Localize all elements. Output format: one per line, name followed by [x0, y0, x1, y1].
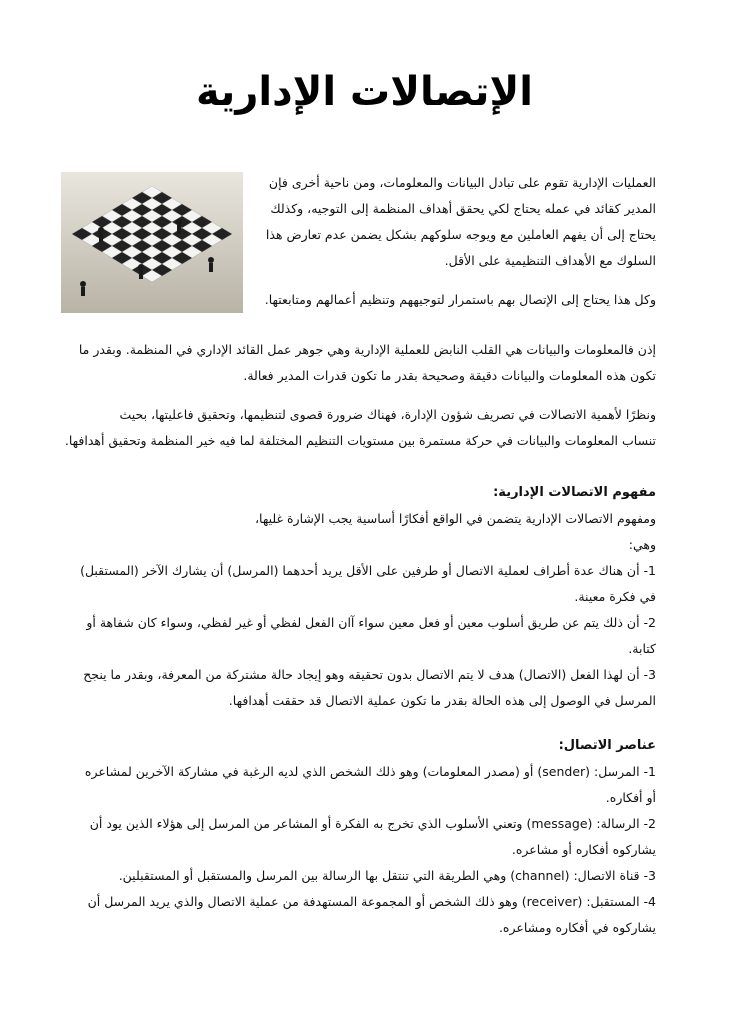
- page-title: الإتصالات الإدارية: [196, 69, 533, 115]
- text-line: يحتاج إلى أن يفهم العاملين مع ويوجه سلوكهم بشكل يضمن عدم تعارض هذا: [265, 227, 656, 242]
- intro-paragraph: [248, 170, 656, 274]
- list-item-continuation: أو أفكاره.: [605, 790, 656, 805]
- list-item-continuation: يشاركوه أفكاره أو مشاعره.: [511, 842, 656, 857]
- text-line: تكون هذه المعلومات والبيانات دقيقة وصحيحة بقدر ما تكون قدرات المدير فعالة.: [243, 368, 656, 383]
- section-heading: عناصر الاتصال:: [558, 738, 656, 753]
- list-item: 1- أن هناك عدة أطراف لعملية الاتصال أو طرفين على الأقل يريد أحدهما (المرسل) أن يشارك الآخر (المستقبل): [80, 563, 656, 578]
- concept-section: [60, 480, 656, 714]
- section-heading: مفهوم الاتصالات الإدارية:: [493, 485, 656, 500]
- list-item: 1- المرسل: (sender) أو (مصدر المعلومات) وهو ذلك الشخص الذي لديه الرغبة في مشاركة الآخرين لمشاعره: [84, 764, 656, 779]
- text-line: وهي:: [628, 537, 656, 552]
- chessboard-people-icon: [61, 172, 243, 313]
- text-line: ومفهوم الاتصالات الإدارية يتضمن في الواقع أفكارًا أساسية يجب الإشارة غليها،: [254, 511, 656, 526]
- list-item-continuation: يشاركوه في أفكاره ومشاعره.: [498, 920, 656, 935]
- text-line: المدير كقائد في عمله يحتاج لكي يحقق أهداف المنظمة إلى التوجيه، وكذلك: [270, 201, 656, 216]
- list-item-continuation: المرسل في الوصول إلى هذه الحالة بقدر ما تكون عملية الاتصال قد حققت أهدافها.: [228, 693, 656, 708]
- chessboard-illustration: [61, 172, 243, 313]
- list-item-continuation: في فكرة معينة.: [574, 589, 656, 604]
- text-line: وكل هذا يحتاج إلى الإتصال بهم باستمرار لتوجيههم وتنظيم أعمالهم ومتابعتها.: [264, 292, 656, 307]
- list-item: 2- الرسالة: (message) وتعني الأسلوب الذي تخرج به الفكرة أو المشاعر من المرسل إلى هؤلاء الذين يود أن: [89, 816, 656, 831]
- list-item: 3- قناة الاتصال: (channel) وهي الطريقة التي تنتقل بها الرسالة بين المرسل والمستقبل أو المستقبلين.: [118, 868, 656, 883]
- text-line: ونظرًا لأهمية الاتصالات في تصريف شؤون الإدارة، فهناك ضرورة قصوى لتنظيمها، وتحقيق فاعليتها، بحيث: [119, 407, 656, 422]
- elements-section: [60, 733, 656, 941]
- text-line: السلوك مع الأهداف التنظيمية على الأقل.: [444, 253, 656, 268]
- paragraph-2: [248, 287, 656, 313]
- paragraph-3: [60, 337, 656, 389]
- text-line: العمليات الإدارية تقوم على تبادل البيانات والمعلومات، ومن ناحية أخرى فإن: [268, 175, 656, 190]
- list-item: 4- المستقبل: (receiver) وهو ذلك الشخص أو المجموعة المستهدفة من عملية الاتصال والذي يريد المرسل أن: [87, 894, 656, 909]
- list-item: 2- أن ذلك يتم عن طريق أسلوب معين أو فعل معين سواء آان الفعل لفظي أو غير لفظي، وسواء كان شفاهة أو: [86, 615, 656, 630]
- paragraph-4: [60, 402, 656, 454]
- text-line: تنساب المعلومات والبيانات في حركة مستمرة بين مستويات التنظيم المختلفة لما فيه خير المنظمة وتحقيق أهدافها.: [64, 433, 656, 448]
- list-item: 3- أن لهذا الفعل (الاتصال) هدف لا يتم الاتصال بدون تحقيقه وهو إيجاد حالة مشتركة من المعرفة، وبقدر ما ينجح: [83, 667, 656, 682]
- text-line: إذن فالمعلومات والبيانات هي القلب النابض للعملية الإدارية وهي جوهر عمل القائد الإداري في المنظمة. وبقدر ما: [78, 342, 656, 357]
- list-item-continuation: كتابة.: [628, 641, 656, 656]
